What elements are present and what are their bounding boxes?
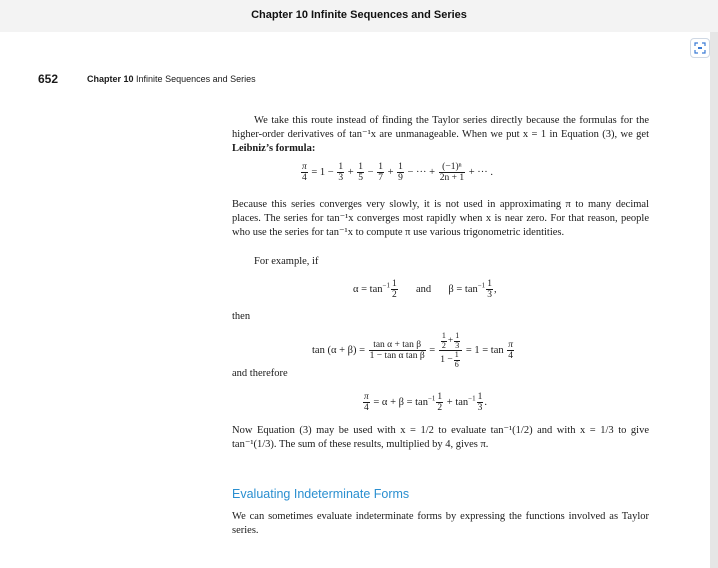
text-scan-button[interactable] <box>690 38 710 58</box>
section-heading: Evaluating Indeterminate Forms <box>232 487 410 501</box>
document-title: Chapter 10 Infinite Sequences and Series <box>251 9 467 21</box>
alpha-beta-definition: $\alpha = \tan^{-1}$ $\frac{1}{2}$ and $\beta = \tan^{-1}$ $\frac{1}{3}$ , <box>353 279 497 300</box>
leibniz-label: Leibniz’s formula: <box>232 143 316 155</box>
viewer-title-bar <box>0 0 718 32</box>
label-and-therefore: and therefore <box>232 368 288 379</box>
label-then: then <box>232 311 251 322</box>
text-scan-icon <box>694 42 706 54</box>
chapter-title: Infinite Sequences and Series <box>136 74 256 84</box>
page-number: 652 <box>38 72 59 86</box>
paragraph-intro: We take this route instead of finding the Taylor series directly because the formulas for the higher-order derivatives of tan⁻¹x are unmanageable. When we put x = 1 in Equation (3), we get Leibniz’s formula: <box>232 115 649 155</box>
paragraph-example: For example, if <box>254 256 319 267</box>
scrollbar-track[interactable] <box>710 32 718 568</box>
leibniz-formula: $\frac{\pi}{4}$ = 1 − $\frac{1}{3}$ + $\frac{1}{5}$ − $\frac{1}{7}$ + $\frac{1}{9}$ − ··· + $\frac{\text{(−1)ⁿ}}{2n + 1}$ + ··· . <box>302 162 493 183</box>
chapter-label: Chapter 10 <box>87 74 134 84</box>
paragraph-convergence: Because this series converges very slowly, it is not used in approximating π to many decimal places. The series for tan⁻¹x converges most rapidly when x is near zero. For that reason, people who use the series for tan⁻¹x to compute π use various trigonometric identities. <box>232 199 649 239</box>
tan-sum-formula: tan (α + β) = $\frac{\text{tan α + tan β}}{\text{1 − tan α tan β}}$ = $\frac{1}{2}$ + $\frac{1}{3}$ 1 − $\frac{1}{6}$ = 1 = tan $\frac{\pi}{4}$ <box>312 331 513 369</box>
running-head <box>87 74 256 84</box>
pi-sum-formula: $\frac{\pi}{4}$ = $\alpha + \beta = \tan^{-1}$ $\frac{1}{2}$ + $\tan^{-1}$ $\frac{1}{3}$ . <box>364 392 487 413</box>
paragraph-indeterminate: We can sometimes evaluate indeterminate forms by expressing the functions involved as Taylor series. <box>232 511 649 537</box>
paragraph-equation-3: Now Equation (3) may be used with x = 1/2 to evaluate tan⁻¹(1/2) and with x = 1/3 to give tan⁻¹(1/3). The sum of these results, multiplied by 4, gives π. <box>232 425 649 451</box>
